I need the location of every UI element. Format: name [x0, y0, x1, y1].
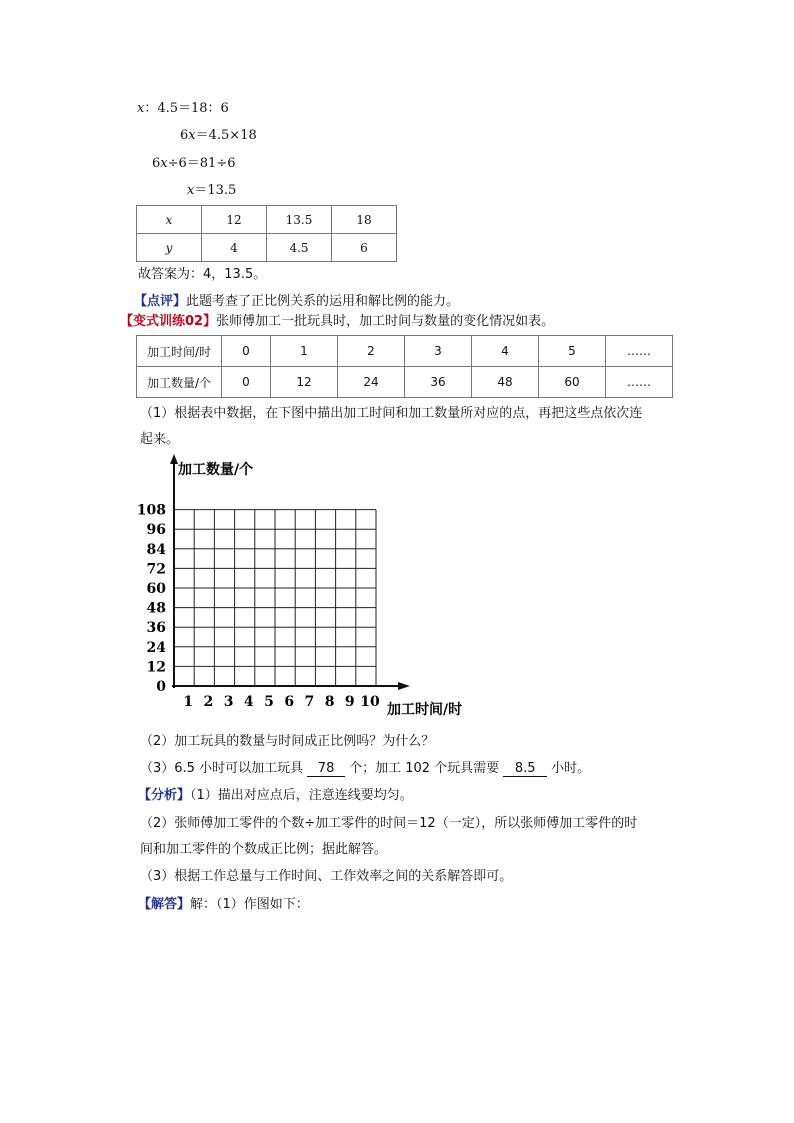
- analysis-line-2: （2）张师傅加工零件的个数÷加工零件的时间＝12（一定），所以张师傅加工零件的时: [140, 816, 638, 831]
- question-3: [140, 757, 590, 777]
- solution-text: 解：（1）作图如下：: [190, 897, 309, 912]
- xy-cell: 13.5: [267, 206, 332, 234]
- x-tick-label: 2: [203, 694, 214, 710]
- q3-prefix: （3）6.5 小时可以加工玩具: [140, 761, 304, 776]
- process-table-row-count: [137, 367, 673, 398]
- xy-cell: 4.5: [267, 234, 332, 262]
- q3-middle: 个；加工 102 个玩具需要: [349, 761, 500, 776]
- x-tick-label: 5: [264, 694, 274, 710]
- process-table-row-time: [137, 336, 673, 367]
- coordinate-grid-chart: [136, 450, 486, 720]
- xy-cell: x: [137, 206, 202, 234]
- y-tick-label: 24: [146, 639, 166, 656]
- xy-cell: 12: [202, 206, 267, 234]
- x-axis-arrow: [398, 682, 410, 690]
- equation-line-4: x＝13.5: [187, 183, 237, 198]
- question-1-line-2: 起来。: [140, 432, 180, 447]
- x-tick-label: 1: [183, 694, 194, 710]
- equation-line-2: 6x＝4.5×18: [180, 128, 257, 143]
- comment-tag: 【点评】: [134, 294, 187, 309]
- analysis-line-1: [138, 784, 413, 803]
- comment-line: [134, 290, 459, 309]
- xy-table: [136, 205, 397, 262]
- y-axis-label: 加工数量/个: [178, 462, 254, 478]
- y-tick-label: 0: [156, 679, 166, 695]
- analysis-tag: 【分析】: [138, 788, 191, 803]
- x-tick-label: 7: [304, 694, 315, 710]
- y-tick-label: 36: [146, 620, 166, 637]
- process-cell: 48: [472, 367, 539, 398]
- x-axis-label: 加工时间/时: [387, 702, 463, 718]
- process-cell: 加工数量/个: [137, 367, 222, 398]
- answer-blank-1: 78: [307, 761, 345, 777]
- analysis-text-1: （1）描出对应点后，注意连线要均匀。: [190, 788, 413, 803]
- process-cell: 4: [472, 336, 539, 367]
- answer-line: 故答案为：4，13.5。: [138, 267, 267, 282]
- process-cell: 3: [405, 336, 472, 367]
- process-cell: ……: [606, 367, 673, 398]
- process-cell: 2: [338, 336, 405, 367]
- grid-lines: [174, 510, 376, 686]
- process-cell: 1: [271, 336, 338, 367]
- q3-suffix: 小时。: [551, 761, 591, 776]
- analysis-line-4: （3）根据工作总量与工作时间、工作效率之间的关系解答即可。: [140, 869, 513, 884]
- process-cell: 0: [222, 336, 271, 367]
- x-tick-label: 8: [324, 694, 335, 710]
- process-cell: 0: [222, 367, 271, 398]
- xy-table-row-y: [137, 234, 397, 262]
- question-2: （2）加工玩具的数量与时间成正比例吗？为什么？: [140, 734, 435, 749]
- x-tick-label: 4: [243, 694, 254, 710]
- solution-tag: 【解答】: [138, 897, 191, 912]
- x-tick-label: 6: [284, 694, 295, 710]
- y-tick-label: 108: [136, 502, 166, 519]
- y-tick-label: 60: [146, 581, 166, 597]
- equation-line-3: 6x÷6＝81÷6: [152, 156, 236, 171]
- solution-line: [138, 893, 309, 912]
- xy-table-row-x: [137, 206, 397, 234]
- y-axis-arrow: [170, 454, 178, 464]
- exercise-line: [120, 310, 554, 329]
- process-cell: ……: [606, 336, 673, 367]
- exercise-text: 张师傅加工一批玩具时，加工时间与数量的变化情况如表。: [216, 314, 555, 329]
- question-1-line-1: （1）根据表中数据，在下图中描出加工时间和加工数量所对应的点，再把这些点依次连: [140, 406, 643, 421]
- xy-cell: y: [137, 234, 202, 262]
- exercise-tag: 【变式训练02】: [120, 314, 217, 329]
- process-table: [136, 335, 673, 398]
- equation-line-1: x：4.5＝18：6: [137, 101, 229, 116]
- comment-text: 此题考查了正比例关系的运用和解比例的能力。: [186, 294, 460, 309]
- xy-cell: 4: [202, 234, 267, 262]
- y-tick-label: 72: [146, 561, 166, 578]
- answer-blank-2: 8.5: [503, 761, 547, 777]
- x-tick-label: 3: [223, 694, 234, 710]
- x-tick-label: 10: [360, 694, 380, 710]
- x-tick-label: 9: [344, 694, 355, 710]
- axes: [170, 454, 410, 690]
- y-tick-label: 12: [146, 659, 166, 676]
- process-cell: 24: [338, 367, 405, 398]
- process-cell: 加工时间/时: [137, 336, 222, 367]
- process-cell: 36: [405, 367, 472, 398]
- process-cell: 5: [539, 336, 606, 367]
- y-tick-label: 48: [146, 600, 166, 617]
- xy-cell: 6: [332, 234, 397, 262]
- y-tick-label: 96: [146, 522, 166, 539]
- analysis-line-3: 间和加工零件的个数成正比例；据此解答。: [140, 842, 388, 857]
- y-tick-label: 84: [146, 541, 166, 558]
- process-cell: 12: [271, 367, 338, 398]
- process-cell: 60: [539, 367, 606, 398]
- xy-cell: 18: [332, 206, 397, 234]
